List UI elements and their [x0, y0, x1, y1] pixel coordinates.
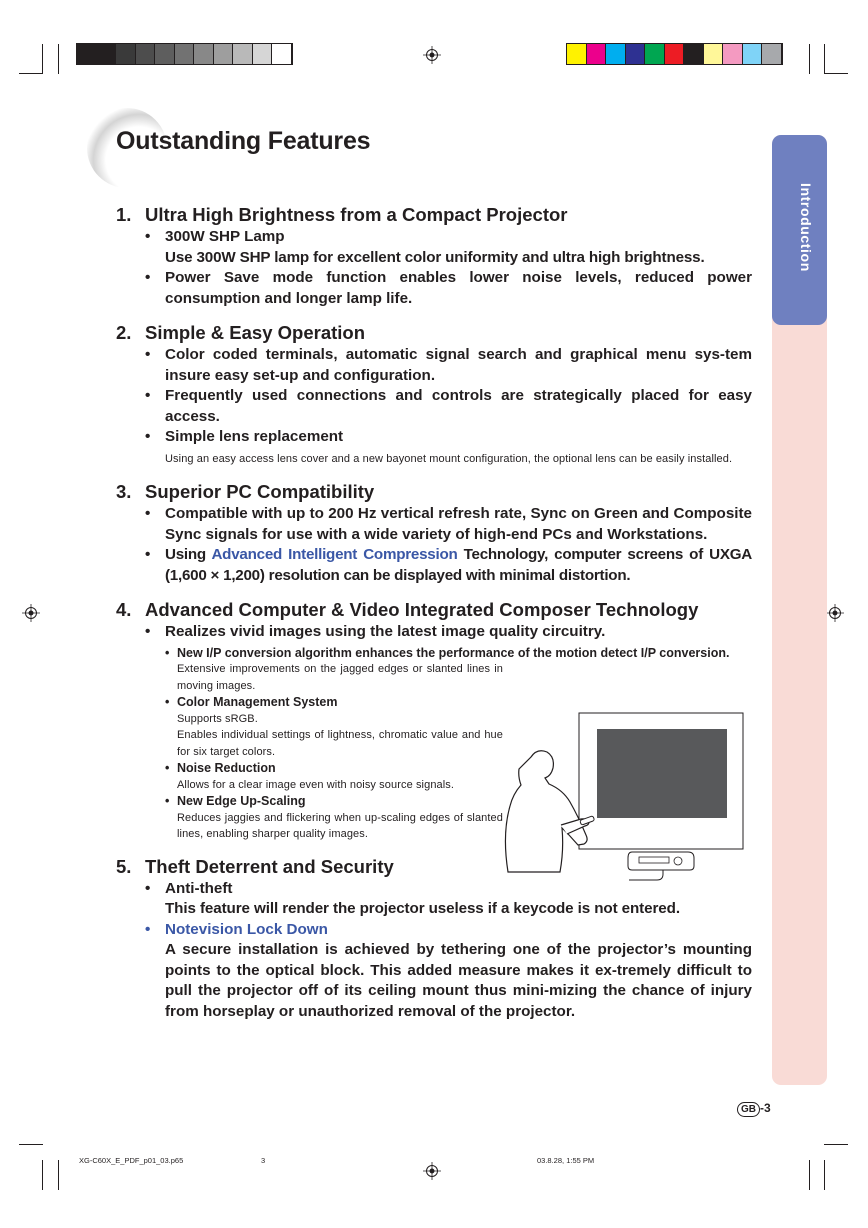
feature-title: 300W SHP Lamp: [165, 228, 285, 245]
crop-mark: [824, 73, 848, 74]
crop-mark: [824, 1160, 825, 1190]
side-tab-label: Introduction: [798, 183, 814, 272]
crop-mark: [19, 73, 43, 74]
color-swatch: [77, 44, 97, 64]
feature-text: Frequently used connections and controls are strategically placed for easy access.: [165, 387, 752, 425]
subitem-note: Reduces jaggies and flickering when up-scaling edges of slanted lines, enabling sharper quality images.: [177, 811, 503, 840]
feature-bullet: [145, 427, 752, 468]
color-swatch: [253, 44, 273, 64]
feature-bullet: [145, 268, 752, 309]
section-title: Simple & Easy Operation: [145, 322, 366, 343]
feature-text: Using: [165, 546, 212, 563]
crop-mark: [824, 1144, 848, 1145]
section-number: 1.: [116, 204, 132, 225]
bullet-icon: •: [145, 879, 151, 897]
color-swatch: [704, 44, 724, 64]
section-number: 2.: [116, 322, 132, 343]
crop-mark: [19, 1144, 43, 1145]
crop-mark: [58, 44, 59, 74]
subitem-note: Allows for a clear image even with noisy source signals.: [177, 778, 455, 791]
section-number: 5.: [116, 855, 132, 877]
person-silhouette: [505, 751, 587, 872]
footer-filename: XG-C60X_E_PDF_p01_03.p65: [79, 1156, 184, 1165]
projector-illustration: [498, 710, 750, 886]
color-swatch: [587, 44, 607, 64]
color-swatch: [645, 44, 665, 64]
color-swatch: [136, 44, 156, 64]
feature-list: [116, 203, 752, 1022]
crop-mark: [42, 44, 43, 74]
color-swatch: [116, 44, 136, 64]
color-swatch: [233, 44, 253, 64]
bullet-icon: •: [145, 269, 151, 286]
projector-icon: [628, 852, 694, 870]
bullet-icon: •: [145, 505, 151, 522]
feature-note: Using an easy access lens cover and a new bayonet mount configuration, the optional lens can be easily installed.: [165, 452, 733, 465]
registration-mark-icon: [826, 604, 844, 622]
color-swatch: [665, 44, 685, 64]
feature-subitem: [165, 793, 503, 843]
bullet-icon: •: [165, 695, 170, 709]
feature-bullet: [145, 622, 752, 643]
bullet-icon: •: [145, 920, 151, 938]
color-swatch: [762, 44, 782, 64]
color-swatch: [214, 44, 234, 64]
side-tab-label-container: [772, 135, 827, 325]
section-number: 4.: [116, 599, 132, 620]
color-swatch: [97, 44, 117, 64]
feature-subitem: [165, 694, 503, 760]
feature-bullet: [145, 545, 752, 586]
projected-image: [597, 729, 727, 818]
section-number: 3.: [116, 481, 132, 502]
footer-date: 03.8.28, 1:55 PM: [537, 1156, 595, 1165]
feature-text: Use 300W SHP lamp for excellent color uniformity and ultra high brightness.: [165, 248, 705, 266]
color-swatch: [194, 44, 214, 64]
feature-text: Technology, computer screens of UXGA (1,600 × 1,200) resolution can be displayed with minimal distortion.: [165, 546, 752, 584]
crop-mark: [809, 1160, 810, 1190]
feature-text: A secure installation is achieved by tethering one of the projector’s mounting points to the optical block. This added measure makes it ex-tremely difficult to pull the projector off of its ceiling mount thus mini-mizing the chance of injury from horseplay or unauthorized removal of the projector.: [165, 941, 752, 1020]
gray-calibration-strip: [76, 43, 293, 65]
section-heading: [116, 203, 752, 227]
feature-title: Anti-theft: [165, 879, 233, 897]
registration-mark-icon: [423, 46, 441, 64]
subitem-title: Color Management System: [177, 695, 338, 709]
feature-subitem: [165, 760, 503, 793]
registration-mark-icon: [423, 1162, 441, 1180]
registration-mark-icon: [22, 604, 40, 622]
color-swatch: [155, 44, 175, 64]
bullet-icon: •: [145, 228, 151, 245]
section-heading: [116, 598, 752, 622]
bullet-icon: •: [145, 387, 151, 404]
page-number: [737, 1101, 771, 1117]
subitem-title: Noise Reduction: [177, 761, 276, 775]
bullet-icon: •: [145, 546, 151, 563]
crop-mark: [809, 44, 810, 74]
page-title: Outstanding Features: [116, 127, 371, 155]
feature-text: Compatible with up to 200 Hz vertical refresh rate, Sync on Green and Composite Sync signals for use with a wide variety of high-end PCs and Workstations.: [165, 505, 752, 543]
bullet-icon: •: [145, 346, 151, 363]
bullet-icon: •: [165, 761, 170, 775]
color-swatch: [684, 44, 704, 64]
section-title: Ultra High Brightness from a Compact Projector: [145, 204, 568, 225]
feature-text: Power Save mode function enables lower noise levels, reduced power consumption and longer lamp life.: [165, 269, 752, 307]
color-calibration-strip: [566, 43, 783, 65]
page-number-suffix: -3: [760, 1101, 771, 1115]
bullet-icon: •: [145, 623, 151, 640]
color-swatch: [606, 44, 626, 64]
feature-bullet: [145, 345, 752, 386]
feature-bullet: [145, 920, 752, 1023]
subitem-note: Extensive improvements on the jagged edges or slanted lines in moving images.: [177, 663, 503, 692]
subitem-note: Enables individual settings of lightness, chromatic value and hue for six target colors.: [177, 729, 503, 758]
bullet-icon: •: [165, 645, 170, 660]
feature-subitem: [165, 645, 752, 662]
color-swatch: [626, 44, 646, 64]
color-swatch: [743, 44, 763, 64]
feature-text: Color coded terminals, automatic signal search and graphical menu sys-tem insure easy set-up and configuration.: [165, 346, 752, 384]
feature-title: Simple lens replacement: [165, 428, 344, 445]
region-badge: GB: [737, 1102, 760, 1117]
crop-mark: [824, 44, 825, 74]
section-title: Superior PC Compatibility: [145, 481, 375, 502]
feature-bullet: [145, 227, 752, 268]
feature-bullet: [145, 386, 752, 427]
feature-text: This feature will render the projector useless if a keycode is not entered.: [165, 900, 680, 917]
color-swatch: [723, 44, 743, 64]
subitem-note: Supports sRGB.: [177, 712, 258, 725]
crop-mark: [42, 1160, 43, 1190]
subitem-title: New Edge Up-Scaling: [177, 794, 306, 808]
bullet-icon: •: [145, 428, 151, 445]
subitem-title: New I/P conversion algorithm enhances the performance of the motion detect I/P conversion.: [177, 645, 730, 660]
feature-bullet: [145, 504, 752, 545]
section-heading: [116, 321, 752, 345]
color-swatch: [272, 44, 292, 64]
bullet-icon: •: [165, 794, 170, 808]
feature-text: Realizes vivid images using the latest image quality circuitry.: [165, 623, 606, 640]
section-title: Theft Deterrent and Security: [145, 855, 394, 877]
feature-link[interactable]: Notevision Lock Down: [165, 920, 328, 938]
footer-page: 3: [261, 1156, 266, 1165]
section-heading: [116, 480, 752, 504]
section-title: Advanced Computer & Video Integrated Composer Technology: [145, 599, 699, 620]
feature-subitem-note: [165, 661, 503, 694]
feature-link[interactable]: Advanced Intelligent Compression: [211, 546, 458, 563]
crop-mark: [58, 1160, 59, 1190]
color-swatch: [567, 44, 587, 64]
color-swatch: [175, 44, 195, 64]
